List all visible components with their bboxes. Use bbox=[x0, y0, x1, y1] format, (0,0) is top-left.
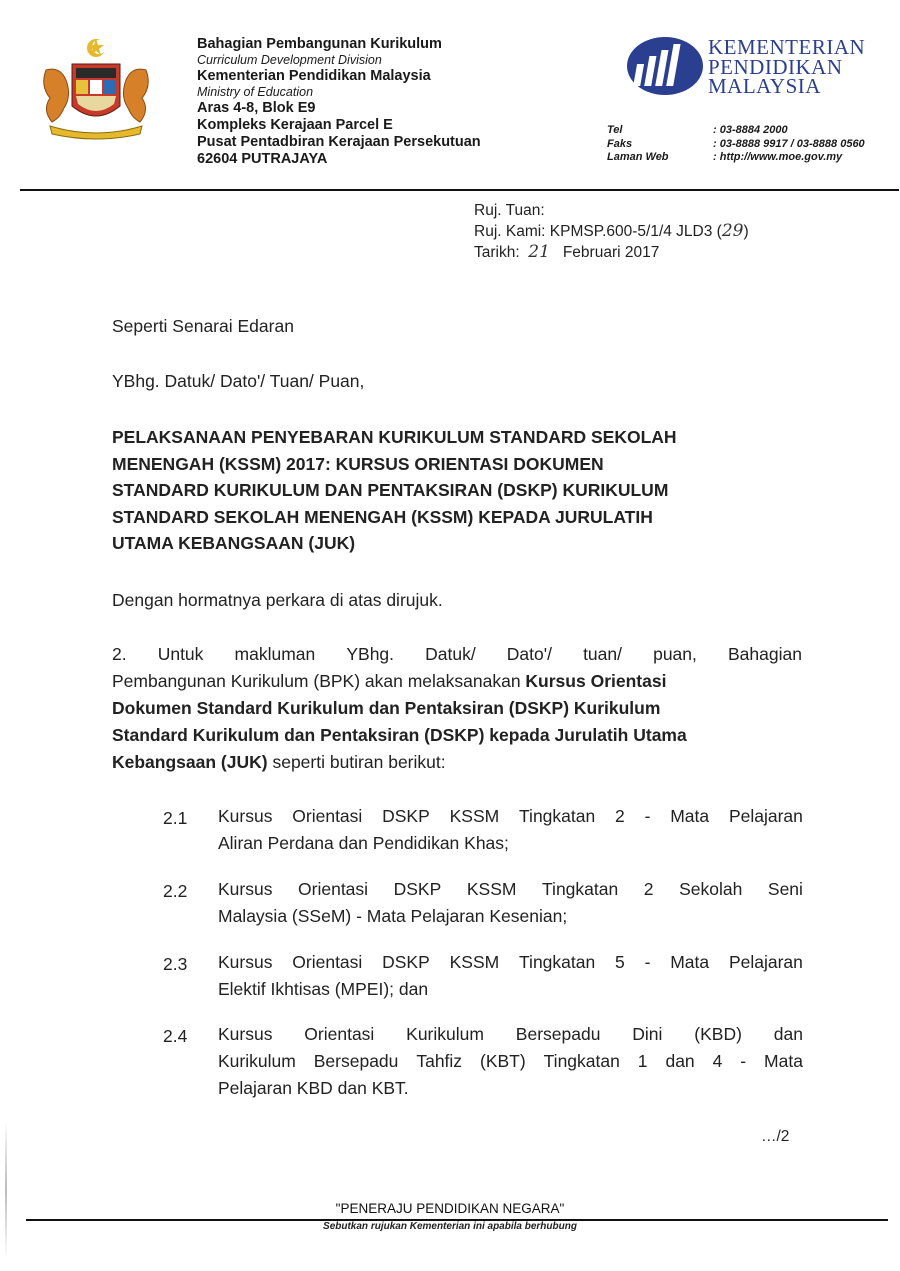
item-line: Pelajaran KBD dan KBT. bbox=[218, 1078, 409, 1098]
recipient: Seperti Senarai Edaran bbox=[112, 316, 294, 336]
word: 4 bbox=[712, 1051, 723, 1071]
footer-note: Sebutkan rujukan Kementerian ini apabila berhubung bbox=[323, 1221, 577, 1232]
ruj-kami-handwritten: 29 bbox=[721, 221, 744, 241]
word: 1 bbox=[637, 1051, 648, 1071]
ruj-kami-close: ) bbox=[743, 223, 749, 240]
contact-row-tel bbox=[607, 124, 897, 138]
item-number: 2.3 bbox=[163, 954, 188, 974]
paragraph-2-plain: Pembangunan Kurikulum (BPK) akan melaksanakan bbox=[112, 671, 526, 691]
address-line-4: 62604 PUTRAJAYA bbox=[197, 151, 328, 167]
paragraph-2-line-3 bbox=[112, 695, 802, 722]
contact-value: : 03-8888 9917 / 03-8888 0560 bbox=[713, 137, 865, 150]
word: Dini bbox=[632, 1024, 663, 1044]
word: 2 bbox=[615, 806, 625, 826]
word: Orientasi bbox=[292, 806, 363, 826]
ruj-kami bbox=[474, 221, 749, 242]
item-line: Malaysia (SSeM) - Mata Pelajaran Kesenian; bbox=[218, 906, 568, 926]
address-line-3: Pusat Pentadbiran Kerajaan Persekutuan bbox=[197, 134, 481, 150]
paragraph-2 bbox=[112, 641, 802, 776]
ruj-tuan: Ruj. Tuan: bbox=[474, 202, 545, 219]
tarikh-month-year: Februari 2017 bbox=[562, 244, 660, 261]
word: DSKP bbox=[393, 879, 442, 899]
ministry-logo-icon bbox=[626, 36, 704, 96]
item-line bbox=[218, 876, 803, 903]
contact-label: Laman Web bbox=[607, 151, 669, 163]
word: Untuk bbox=[157, 644, 204, 664]
word: Tingkatan bbox=[519, 806, 596, 826]
tarikh bbox=[474, 242, 749, 263]
subject-line: UTAMA KEBANGSAAN (JUK) bbox=[112, 533, 356, 553]
word: Tahfiz bbox=[416, 1051, 463, 1071]
word: tuan/ bbox=[583, 644, 622, 664]
ministry-name: Kementerian Pendidikan Malaysia bbox=[197, 68, 431, 84]
item-number: 2.2 bbox=[163, 881, 188, 901]
word: DSKP bbox=[382, 952, 430, 972]
header-divider bbox=[20, 189, 899, 191]
tarikh-label: Tarikh: bbox=[474, 244, 520, 261]
item-text bbox=[218, 803, 803, 857]
word: Mata bbox=[764, 1051, 803, 1071]
sender-address-block bbox=[197, 36, 587, 168]
contact-label: Tel bbox=[607, 124, 623, 136]
word: dan bbox=[773, 1024, 803, 1044]
word: makluman bbox=[234, 644, 316, 664]
coat-of-arms-logo bbox=[36, 36, 156, 140]
word: Bahagian bbox=[727, 644, 802, 664]
opening-sentence: Dengan hormatnya perkara di atas dirujuk. bbox=[112, 590, 443, 610]
paragraph-2-line-2 bbox=[112, 668, 802, 695]
word: Datuk/ bbox=[425, 644, 476, 664]
word: Kurikulum bbox=[406, 1024, 484, 1044]
paragraph-2-line-5 bbox=[112, 749, 802, 776]
word: - bbox=[644, 806, 651, 826]
subject-line: STANDARD KURIKULUM DAN PENTAKSIRAN (DSKP) KURIKULUM bbox=[112, 480, 669, 500]
contact-label: Faks bbox=[607, 137, 633, 150]
word: Tingkatan bbox=[542, 879, 619, 899]
word: 5 bbox=[615, 952, 625, 972]
word: DSKP bbox=[382, 806, 430, 826]
item-line bbox=[218, 1048, 803, 1075]
subject-line: PELAKSANAAN PENYEBARAN KURIKULUM STANDARD SEKOLAH bbox=[112, 427, 677, 447]
word: - bbox=[740, 1051, 747, 1071]
word: Bersepadu bbox=[515, 1024, 601, 1044]
scan-artifact bbox=[5, 1120, 7, 1260]
address-line-1: Aras 4-8, Blok E9 bbox=[197, 100, 316, 116]
word: Kursus bbox=[218, 806, 273, 826]
paragraph-2-bold: Standard Kurikulum dan Pentaksiran (DSKP) kepada Jurulatih Utama bbox=[112, 725, 687, 745]
logo-text-line-2: PENDIDIKAN bbox=[708, 54, 843, 79]
subject-line: MENENGAH (KSSM) 2017: KURSUS ORIENTASI DOKUMEN bbox=[112, 453, 604, 474]
word: KSSM bbox=[449, 952, 500, 972]
word: KSSM bbox=[466, 879, 517, 899]
word: Seni bbox=[767, 879, 803, 899]
next-page-indicator: …/2 bbox=[761, 1128, 790, 1145]
word: - bbox=[644, 952, 651, 972]
paragraph-2-bold: Dokumen Standard Kurikulum dan Pentaksiran (DSKP) Kurikulum bbox=[112, 698, 661, 718]
contact-value: : 03-8884 2000 bbox=[713, 124, 788, 136]
contact-row-fax bbox=[607, 138, 897, 152]
list-item bbox=[163, 803, 803, 857]
word: Kursus bbox=[218, 1024, 273, 1044]
reference-block bbox=[474, 200, 749, 263]
salutation: YBhg. Datuk/ Dato'/ Tuan/ Puan, bbox=[112, 371, 365, 391]
division-name-english: Curriculum Development Division bbox=[197, 53, 382, 67]
contact-details bbox=[607, 124, 897, 165]
word: Mata bbox=[670, 806, 710, 826]
word: KSSM bbox=[449, 806, 500, 826]
item-line bbox=[218, 1021, 803, 1048]
division-name: Bahagian Pembangunan Kurikulum bbox=[197, 36, 442, 52]
paragraph-2-bold: Kebangsaan (JUK) bbox=[112, 752, 268, 772]
list-item bbox=[163, 949, 803, 1003]
word: Pelajaran bbox=[728, 806, 803, 826]
word: Bersepadu bbox=[313, 1051, 399, 1071]
ruj-kami-text: Ruj. Kami: KPMSP.600-5/1/4 JLD3 ( bbox=[474, 223, 722, 240]
word: Tingkatan bbox=[543, 1051, 620, 1071]
list-item bbox=[163, 1021, 803, 1102]
word: Tingkatan bbox=[519, 952, 596, 972]
word: Orientasi bbox=[292, 952, 363, 972]
word: Kursus bbox=[218, 879, 273, 899]
word: Pelajaran bbox=[728, 952, 803, 972]
word: (KBD) bbox=[694, 1024, 742, 1044]
item-text bbox=[218, 949, 803, 1003]
word: Orientasi bbox=[298, 879, 369, 899]
logo-text-line-1: KEMENTERIAN bbox=[708, 35, 866, 59]
logo-text-line-3: MALAYSIA bbox=[708, 74, 821, 98]
item-number: 2.1 bbox=[163, 808, 188, 828]
paragraph-2-bold: Kursus Orientasi bbox=[525, 671, 667, 691]
word: Sekolah bbox=[679, 879, 743, 899]
paragraph-2-line-1 bbox=[112, 641, 802, 668]
item-text bbox=[218, 1021, 803, 1102]
item-line bbox=[218, 803, 803, 830]
word: 2. bbox=[112, 644, 127, 664]
subject-line: STANDARD SEKOLAH MENENGAH (KSSM) KEPADA JURULATIH bbox=[112, 506, 653, 527]
ministry-name-english: Ministry of Education bbox=[197, 85, 314, 99]
word: Kursus bbox=[218, 952, 273, 972]
word: Orientasi bbox=[304, 1024, 375, 1044]
item-text bbox=[218, 876, 803, 930]
contact-value: : http://www.moe.gov.my bbox=[713, 151, 843, 163]
letter-subject bbox=[112, 424, 802, 557]
word: YBhg. bbox=[346, 644, 395, 664]
list-item bbox=[163, 876, 803, 930]
ministry-logo-text bbox=[708, 35, 898, 98]
paragraph-2-line-4 bbox=[112, 722, 802, 749]
paragraph-2-plain: seperti butiran berikut: bbox=[267, 752, 446, 772]
word: dan bbox=[665, 1051, 695, 1071]
item-line bbox=[218, 949, 803, 976]
word: puan, bbox=[653, 644, 697, 664]
address-line-2: Kompleks Kerajaan Parcel E bbox=[197, 117, 393, 133]
word: (KBT) bbox=[480, 1051, 526, 1071]
tarikh-day-handwritten: 21 bbox=[528, 242, 550, 262]
item-line: Elektif Ikhtisas (MPEI); dan bbox=[218, 979, 429, 999]
contact-row-web bbox=[607, 151, 897, 165]
word: 2 bbox=[643, 879, 654, 899]
footer-motto: "PENERAJU PENDIDIKAN NEGARA" bbox=[335, 1201, 565, 1216]
word: Dato'/ bbox=[506, 644, 552, 664]
item-line: Aliran Perdana dan Pendidikan Khas; bbox=[218, 833, 509, 853]
word: Mata bbox=[670, 952, 710, 972]
item-number: 2.4 bbox=[163, 1026, 188, 1046]
word: Kurikulum bbox=[218, 1051, 296, 1071]
